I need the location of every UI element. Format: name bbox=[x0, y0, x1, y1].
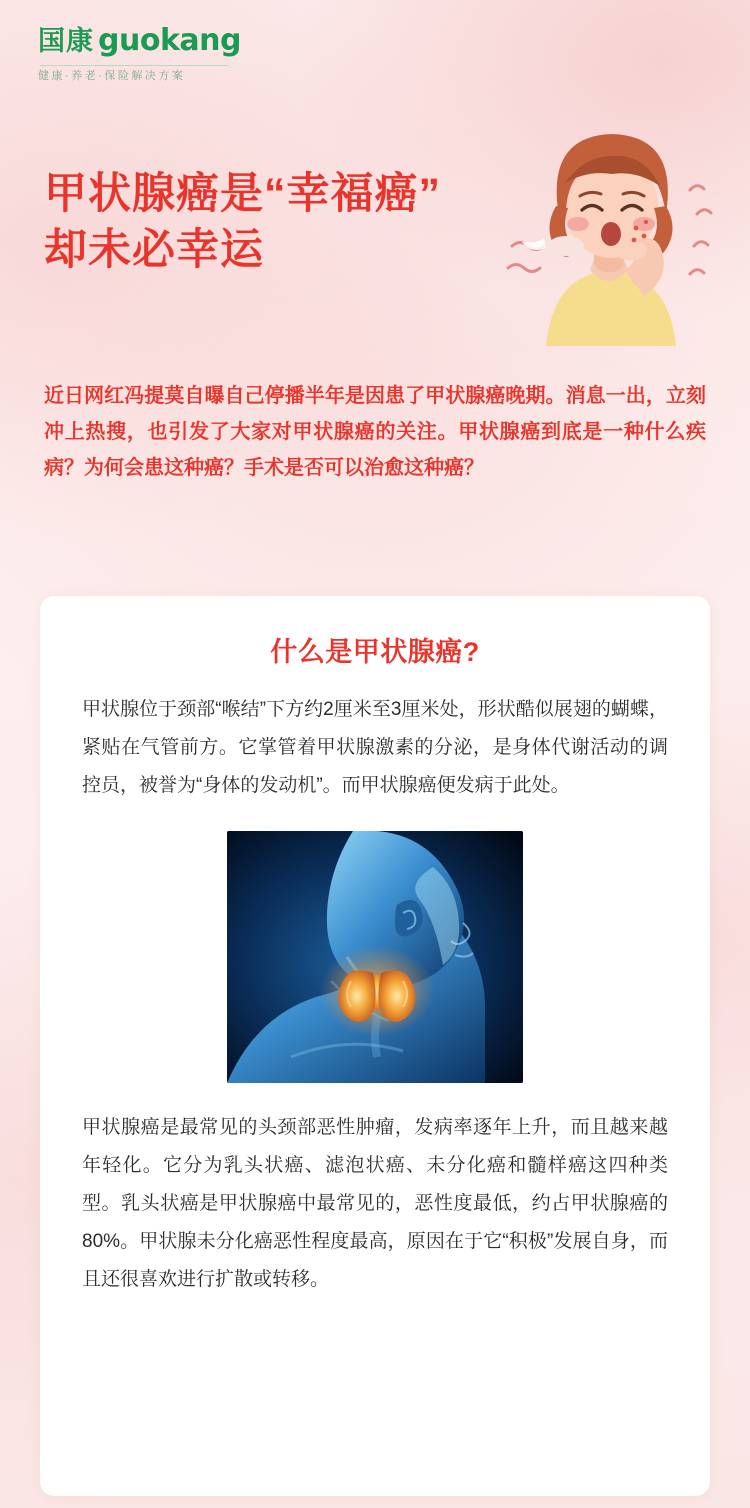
page-title bbox=[44, 166, 514, 278]
section-paragraph-1: 甲状腺位于颈部“喉结”下方约2厘米至3厘米处，形状酷似展翅的蝴蝶，紧贴在气管前方。它掌管着甲状腺激素的分泌，是身体代谢活动的调控员，被誉为“身体的发动机”。而甲状腺癌便发病于此处。 bbox=[82, 699, 668, 796]
section-title: 什么是甲状腺癌? bbox=[270, 637, 480, 667]
logo-tagline: 健康·养老·保险解决方案 bbox=[38, 70, 186, 82]
content-card bbox=[40, 596, 710, 1496]
logo-wordmark-row bbox=[38, 24, 298, 58]
page-title-line-2: 却未必幸运 bbox=[44, 226, 264, 274]
logo-chinese-name: 国康 bbox=[38, 25, 94, 56]
thyroid-anatomy-image bbox=[227, 831, 523, 1083]
logo-english-name: guokang bbox=[98, 23, 241, 58]
page-title-line-1: 甲状腺癌是“幸福癌” bbox=[44, 170, 441, 218]
brand-logo bbox=[38, 24, 298, 82]
coughing-woman-illustration bbox=[494, 118, 724, 348]
logo-divider bbox=[40, 65, 228, 66]
intro-paragraph: 近日网红冯提莫自曝自己停播半年是因患了甲状腺癌晚期。消息一出，立刻冲上热搜，也引发了大家对甲状腺癌的关注。甲状腺癌到底是一种什么疾病？为何会患这种癌？手术是否可以治愈这种癌？ bbox=[44, 385, 706, 479]
section-paragraph-2: 甲状腺癌是最常见的头颈部恶性肿瘤，发病率逐年上升，而且越来越年轻化。它分为乳头状癌、滤泡状癌、未分化癌和髓样癌这四种类型。乳头状癌是甲状腺癌中最常见的，恶性度最低，约占甲状腺癌的80%。甲状腺未分化癌恶性程度最高，原因在于它“积极”发展自身，而且还很喜欢进行扩散或转移。 bbox=[82, 1117, 668, 1290]
